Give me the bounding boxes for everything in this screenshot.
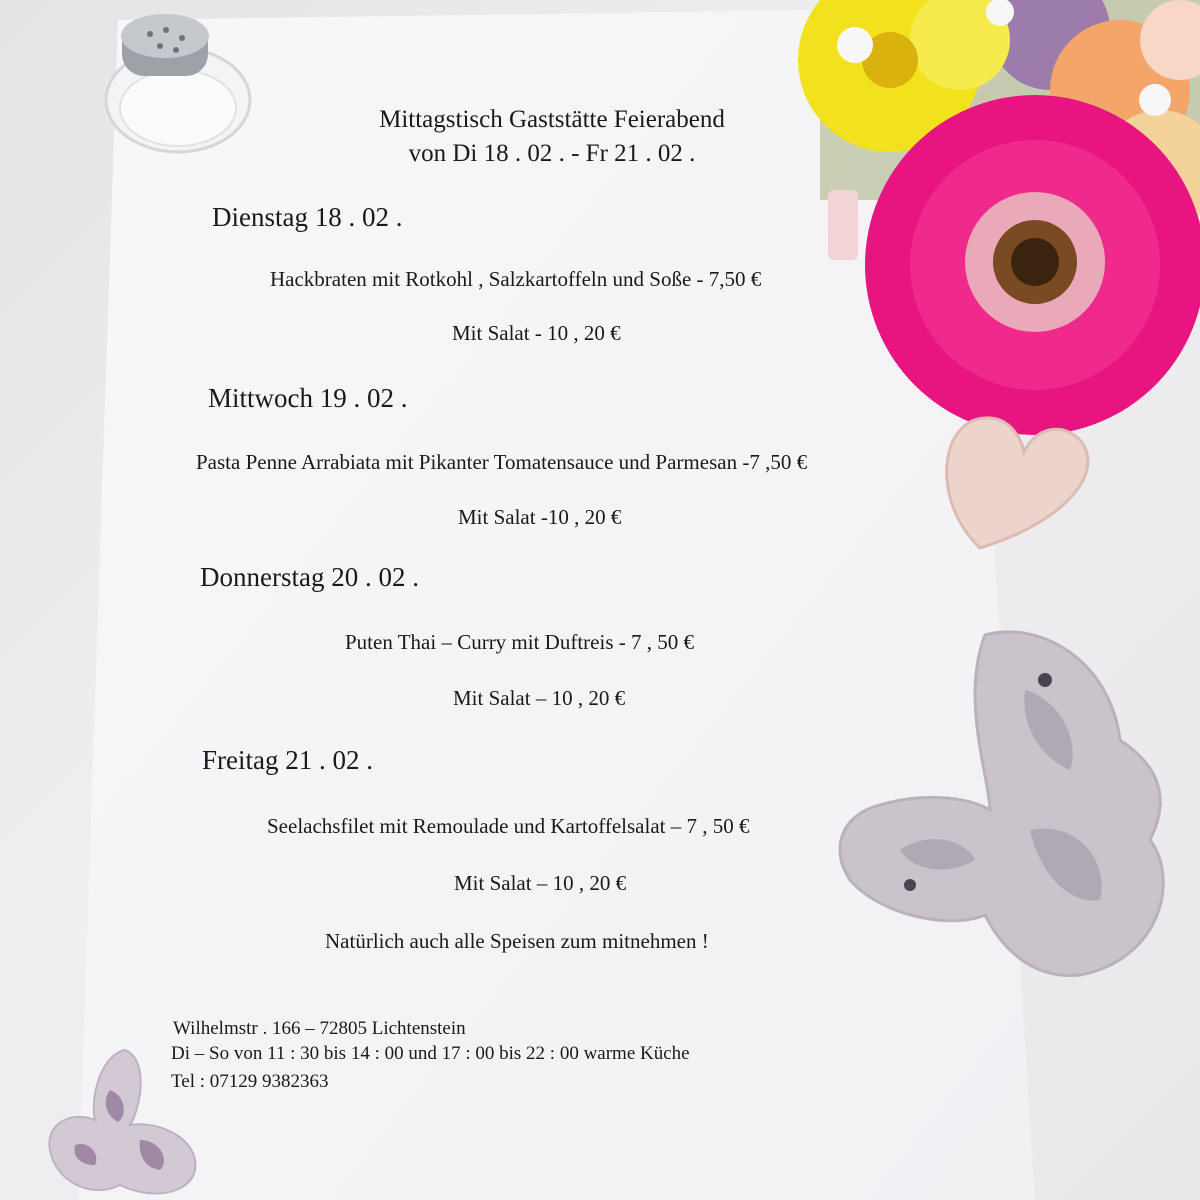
footer-hours: Di – So von 11 : 30 bis 14 : 00 und 17 : 00 bis 22 : 00 warme Küche <box>171 1043 690 1064</box>
salad-price: Mit Salat – 10 , 20 € <box>453 686 626 710</box>
takeaway-note: Natürlich auch alle Speisen zum mitnehmen ! <box>325 929 709 953</box>
day-heading: Mittwoch 19 . 02 . <box>208 383 408 413</box>
salad-price: Mit Salat – 10 , 20 € <box>454 871 627 895</box>
dish-line: Puten Thai – Curry mit Duftreis - 7 , 50 € <box>345 630 694 654</box>
salad-price: Mit Salat -10 , 20 € <box>458 505 622 529</box>
day-heading: Freitag 21 . 02 . <box>202 745 373 775</box>
menu-date-range: von Di 18 . 02 . - Fr 21 . 02 . <box>408 140 696 167</box>
dish-line: Seelachsfilet mit Remoulade und Kartoffelsalat – 7 , 50 € <box>267 814 750 838</box>
footer-phone: Tel : 07129 9382363 <box>171 1071 329 1092</box>
menu-title: Mittagstisch Gaststätte Feierabend <box>379 106 725 133</box>
heart-icon <box>947 418 1088 548</box>
day-heading: Dienstag 18 . 02 . <box>212 202 403 232</box>
footer-address: Wilhelmstr . 166 – 72805 Lichtenstein <box>173 1018 466 1039</box>
salad-price: Mit Salat - 10 , 20 € <box>452 321 621 345</box>
dish-line: Pasta Penne Arrabiata mit Pikanter Tomatensauce und Parmesan -7 ,50 € <box>196 450 808 474</box>
day-heading: Donnerstag 20 . 02 . <box>200 562 419 592</box>
flower-bouquet-icon <box>798 0 1200 435</box>
dish-line: Hackbraten mit Rotkohl , Salzkartoffeln und Soße - 7,50 € <box>270 267 762 291</box>
butterfly-icon <box>840 632 1163 976</box>
salt-shaker-icon <box>106 14 250 152</box>
